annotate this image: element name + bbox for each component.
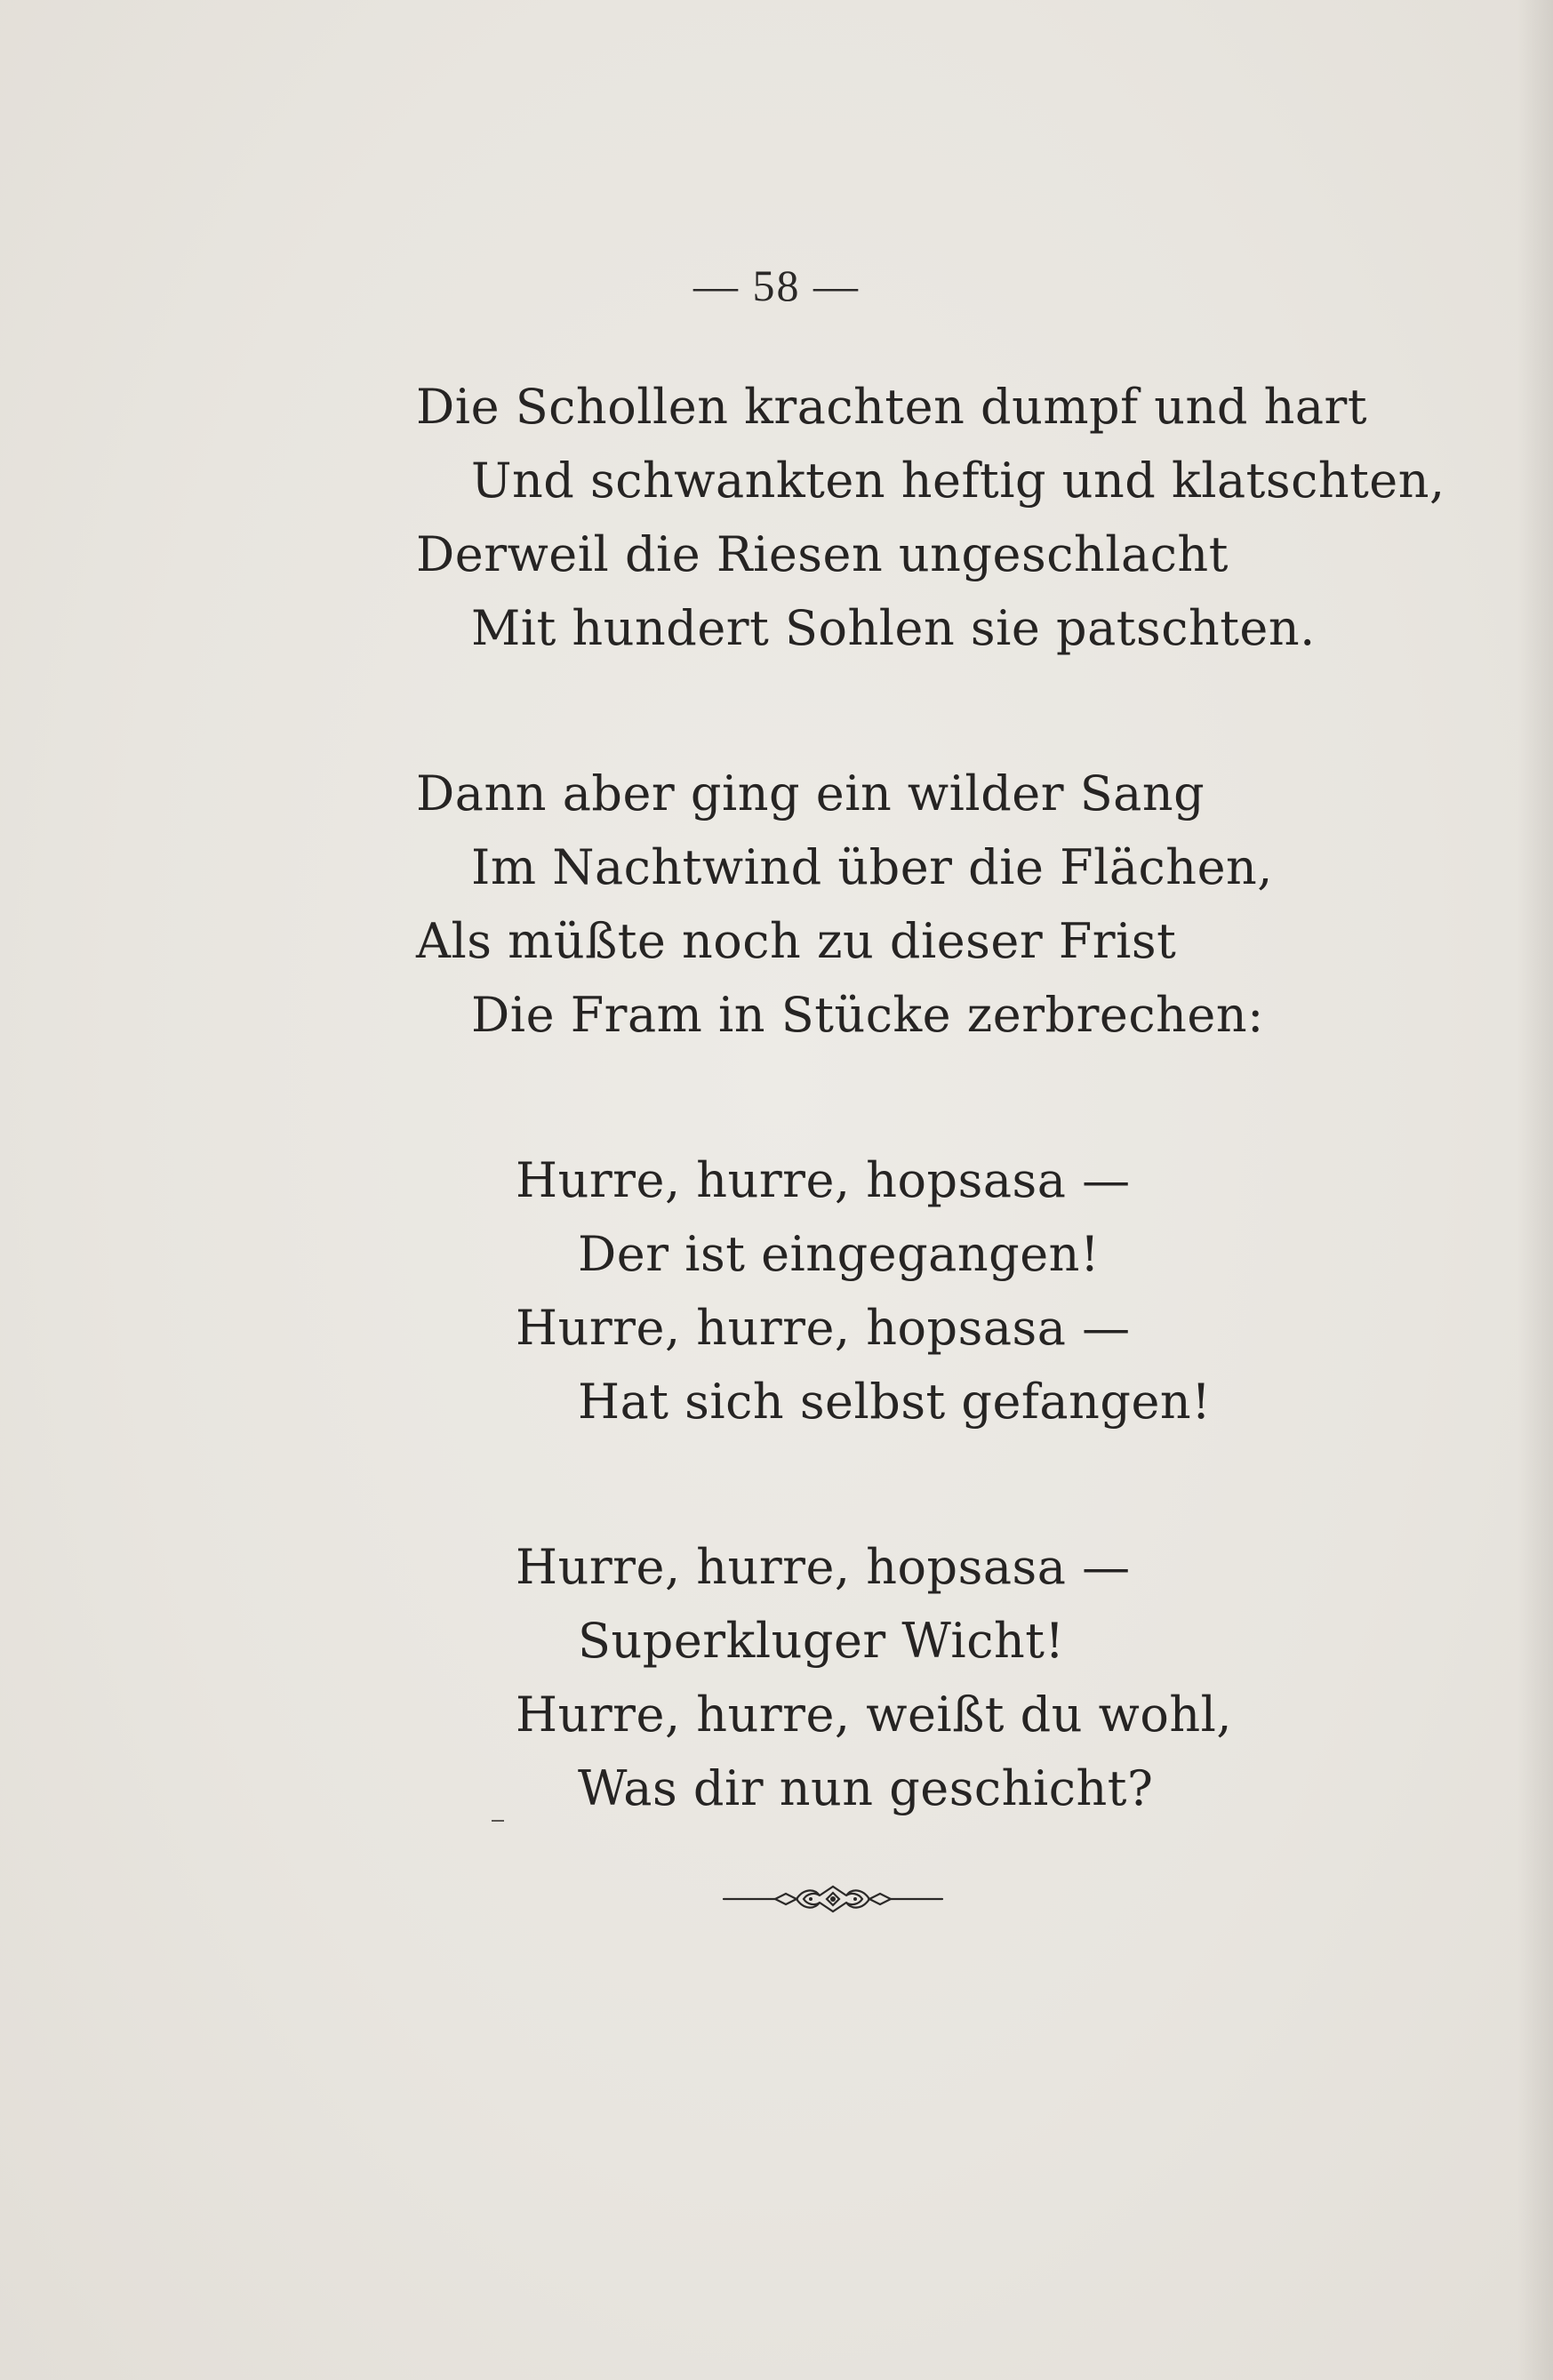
poem-line: Im Nachtwind über die Flächen, xyxy=(471,839,1273,895)
poem-line: Hurre, hurre, weißt du wohl, xyxy=(516,1687,1233,1743)
page-number: — 58 — xyxy=(693,260,860,310)
stray-ink-mark xyxy=(492,1820,504,1822)
poem-line: Die Fram in Stücke zerbrechen: xyxy=(471,987,1264,1043)
decorative-vignette-icon xyxy=(722,1883,944,1915)
poem-line: Superkluger Wicht! xyxy=(578,1613,1065,1669)
poem-line: Und schwankten heftig und klatschten, xyxy=(471,453,1445,509)
page-edge-shadow xyxy=(1517,0,1553,2380)
poem-line: Hurre, hurre, hopsasa — xyxy=(516,1300,1131,1356)
poem-line: Was dir nun geschicht? xyxy=(578,1760,1154,1816)
poem-line: Hurre, hurre, hopsasa — xyxy=(516,1152,1131,1208)
poem-line: Die Schollen krachten dumpf und hart xyxy=(416,379,1368,435)
poem-line: Hurre, hurre, hopsasa — xyxy=(516,1539,1131,1595)
poem-line: Der ist eingegangen! xyxy=(578,1226,1101,1282)
poem-line: Dann aber ging ein wilder Sang xyxy=(416,765,1205,821)
poem-line: Mit hundert Sohlen sie patschten. xyxy=(471,600,1316,656)
poem-line: Derweil die Riesen ungeschlacht xyxy=(416,526,1229,582)
poem-line: Als müßte noch zu dieser Frist xyxy=(416,913,1177,969)
poem-line: Hat sich selbst gefangen! xyxy=(578,1374,1212,1430)
